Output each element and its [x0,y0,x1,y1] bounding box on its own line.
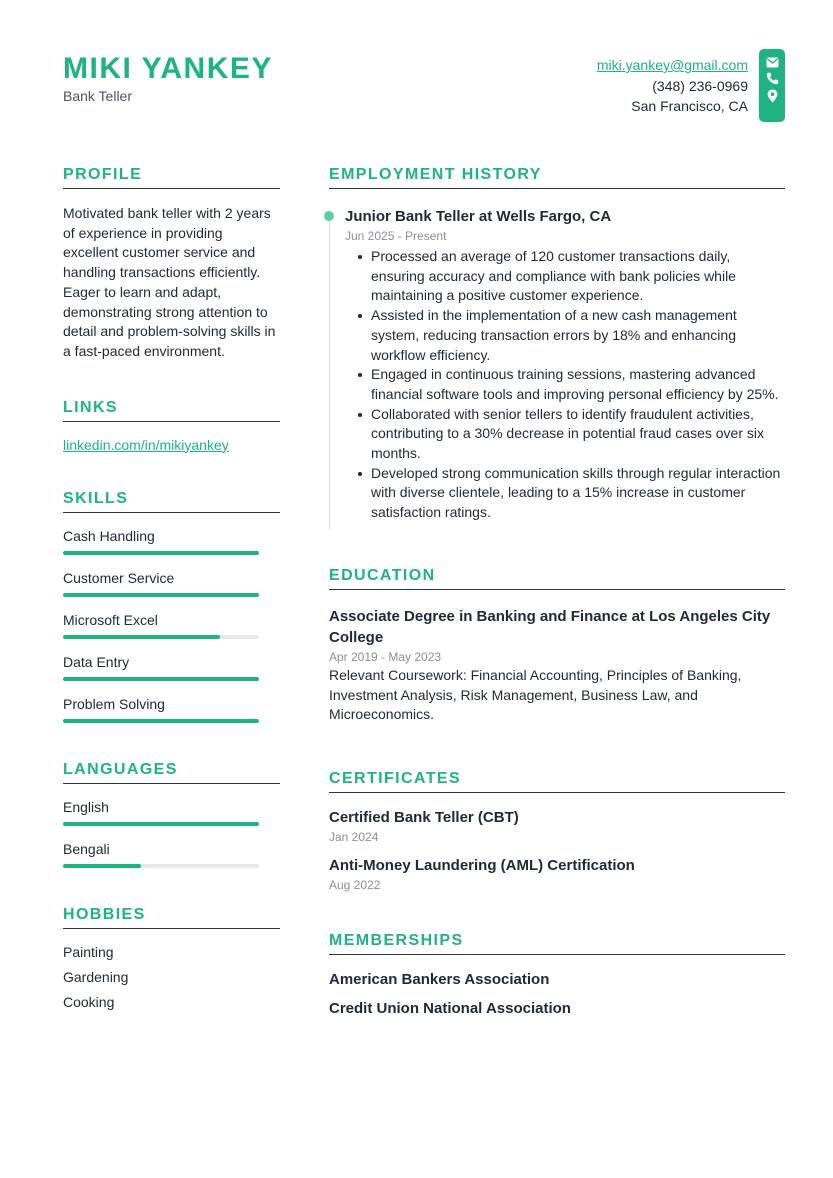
languages-heading: LANGUAGES [63,761,280,784]
skill-level-bar [63,719,259,723]
profile-heading: PROFILE [63,166,280,189]
education-section [329,567,785,725]
location: San Francisco, CA [631,98,748,114]
membership-item: Credit Union National Association [329,999,571,1017]
hobbies-heading: HOBBIES [63,906,280,929]
timeline-dot [324,211,334,221]
certificates-heading: CERTIFICATES [329,770,785,793]
job-bullet: Engaged in continuous training sessions, mastering advanced financial software tools and improving personal efficiency by 25%. [355,365,785,404]
map-pin-icon [767,89,778,103]
memberships-section [329,932,785,1019]
profile-summary: Motivated bank teller with 2 years of experience in providing excellent customer service and handling transactions efficiently. Eager to learn and adapt, demonstrating strong attention to detail and problem-solving skills in a fast-paced environment. [63,205,276,359]
job-entry [329,207,785,523]
skill-name: Problem Solving [63,695,165,712]
skill-level-fill [63,635,220,639]
skill-name: Microsoft Excel [63,611,158,628]
skill-level-bar [63,677,259,681]
job-dates: Jun 2025 - Present [345,229,447,243]
job-title: Junior Bank Teller at Wells Fargo, CA [345,208,612,225]
certificates-section [329,770,785,894]
language-level-fill [63,822,259,826]
linkedin-link[interactable]: linkedin.com/in/mikiyankey [63,436,229,453]
email-link[interactable]: miki.yankey@gmail.com [596,57,748,73]
job-bullet: Processed an average of 120 customer transactions daily, ensuring accuracy and compliance with bank policies while maintaining a positive customer experience. [355,247,785,306]
language-level-bar [63,822,259,826]
skill-item [63,654,280,681]
envelope-icon [766,57,779,68]
phone-icon [766,72,779,85]
profile-section [63,166,280,362]
skill-level-bar [63,635,259,639]
skill-level-fill [63,551,259,555]
skill-name: Data Entry [63,653,130,670]
links-section [63,399,280,453]
certificate-item [329,808,785,846]
hobby-item: Cooking [63,993,115,1010]
job-bullet: Developed strong communication skills through regular interaction with diverse clientele, leading to a 15% increase in customer satisfaction ratings. [355,464,785,523]
language-level-fill [63,864,141,868]
languages-section [63,761,280,868]
skill-level-bar [63,593,259,597]
right-column [329,166,785,1019]
job-bullet: Assisted in the implementation of a new cash management system, reducing transaction errors by 18% and enhancing workflow efficiency. [355,306,785,365]
phone-number: (348) 236-0969 [652,77,748,94]
certificate-date: Jan 2024 [329,829,379,844]
memberships-heading: MEMBERSHIPS [329,932,785,955]
languages-list [63,799,280,868]
employment-section [329,166,785,523]
membership-item: American Bankers Association [329,970,550,988]
skill-item [63,612,280,639]
left-column [63,166,280,1015]
language-level-bar [63,864,259,868]
job-title: Bank Teller [63,88,133,104]
candidate-name: MIKI YANKEY [63,52,273,85]
hobbies-section [63,906,280,1015]
certificate-item [329,856,785,894]
education-dates: Apr 2019 - May 2023 [329,649,442,664]
skill-item [63,570,280,597]
hobby-item: Gardening [63,968,129,985]
hobbies-list [63,940,280,1015]
job-bullet: Collaborated with senior tellers to identify fraudulent activities, contributing to a 30% decrease in potential fraud cases over six months. [355,405,785,464]
skill-level-bar [63,551,259,555]
skill-level-fill [63,593,259,597]
certificate-name: Anti-Money Laundering (AML) Certification [329,856,635,874]
certificate-name: Certified Bank Teller (CBT) [329,808,519,826]
education-title: Associate Degree in Banking and Finance at Los Angeles City College [329,607,771,646]
skills-list [63,528,280,723]
skill-item [63,696,280,723]
skill-level-fill [63,719,259,723]
contact-info [597,55,748,117]
language-item [63,841,280,868]
contact-icon-bar [759,49,785,122]
certificate-date: Aug 2022 [329,877,381,892]
job-bullets [345,247,785,523]
education-coursework: Relevant Coursework: Financial Accounting, Principles of Banking, Investment Analysis, Risk Management, Business Law, and Microeconomics. [329,666,742,723]
skills-heading: SKILLS [63,490,280,513]
skill-name: Cash Handling [63,527,155,544]
education-heading: EDUCATION [329,567,785,590]
timeline-line [329,211,330,529]
language-name: Bengali [63,840,110,857]
skill-level-fill [63,677,259,681]
links-heading: LINKS [63,399,280,422]
language-item [63,799,280,826]
employment-heading: EMPLOYMENT HISTORY [329,166,785,189]
language-name: English [63,798,109,815]
skill-name: Customer Service [63,569,175,586]
skills-section [63,490,280,723]
skill-item [63,528,280,555]
hobby-item: Painting [63,943,114,960]
